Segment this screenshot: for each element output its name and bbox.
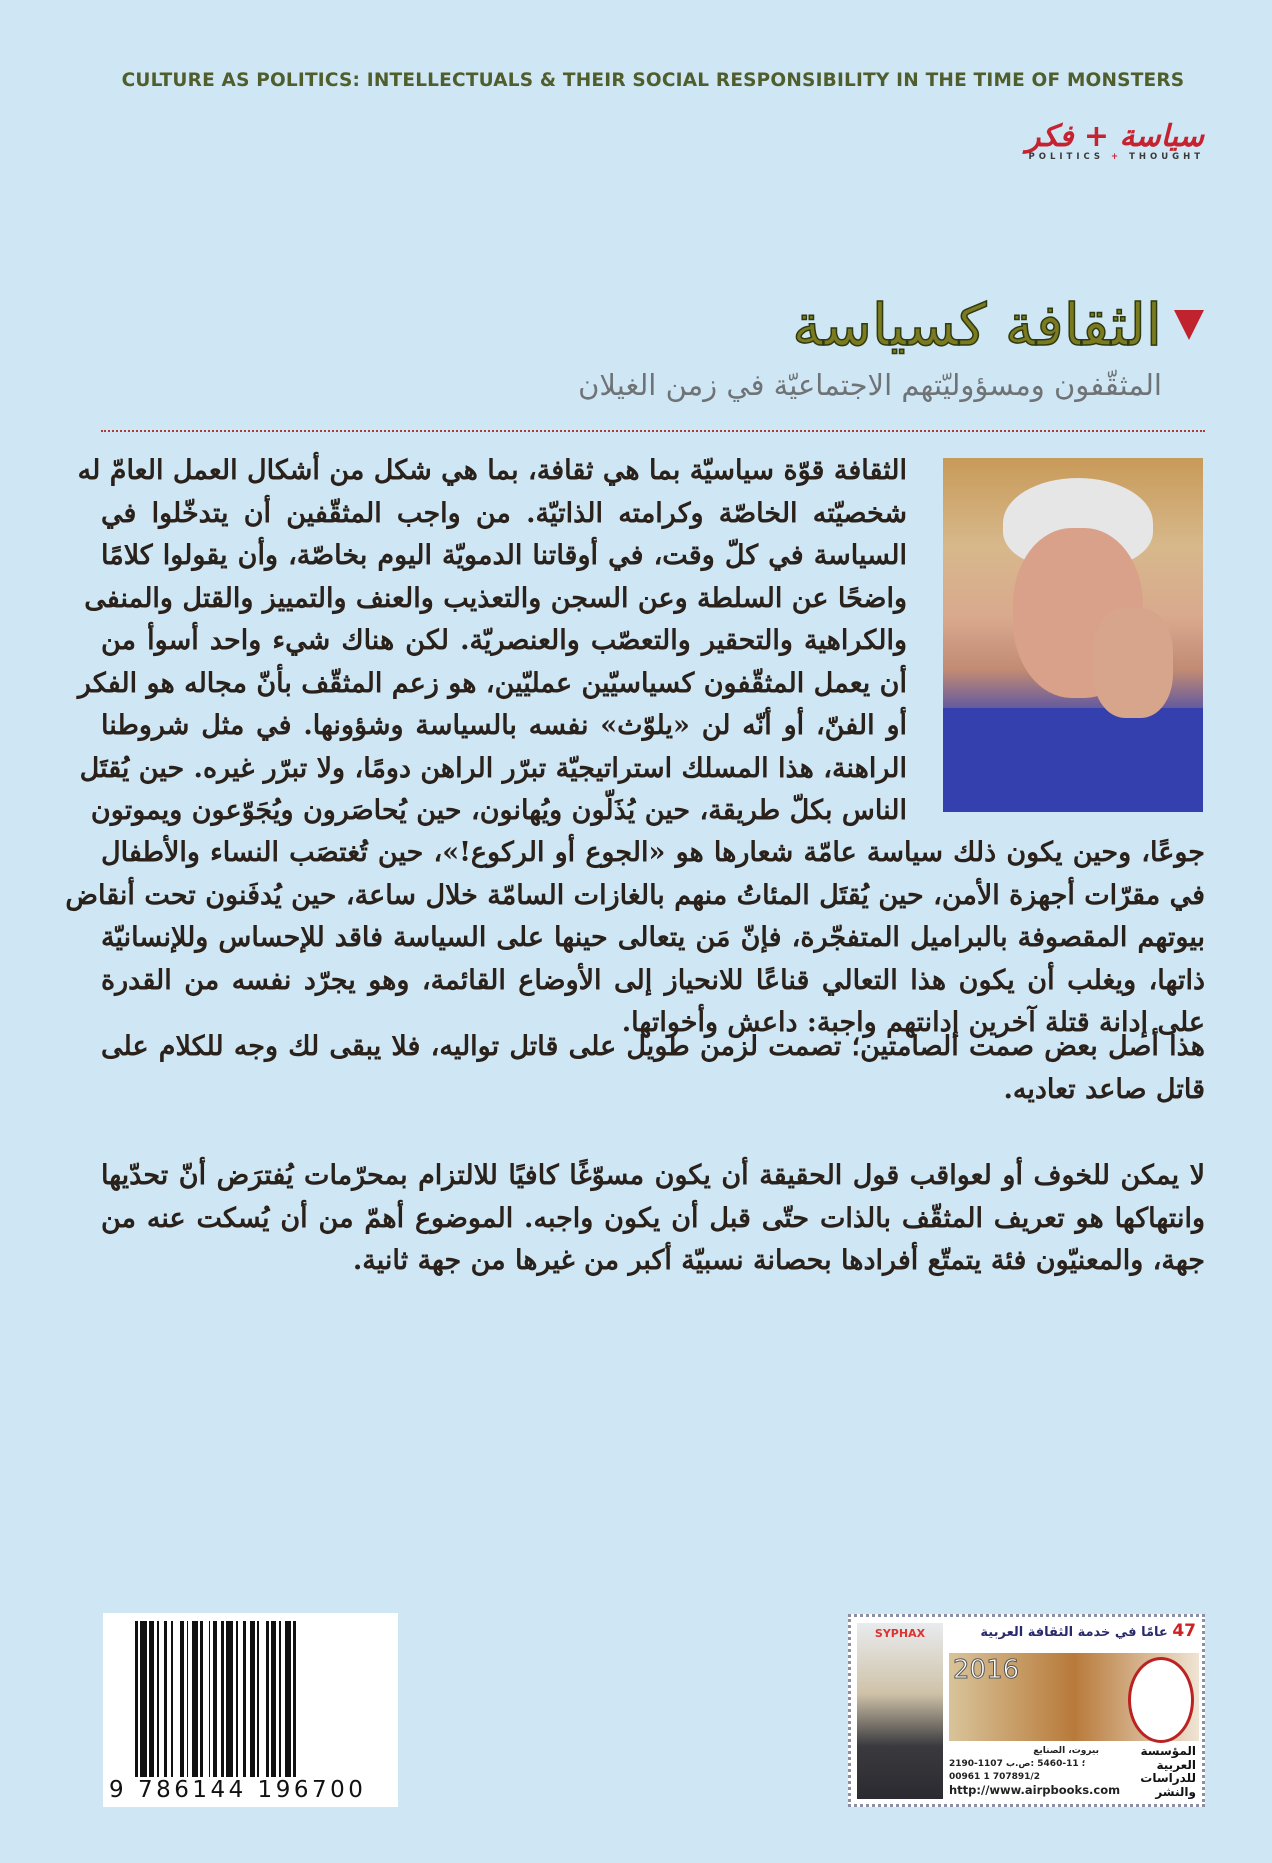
paragraph-3	[101, 1155, 1205, 1283]
logo-thought: THOUGHT	[1129, 152, 1204, 162]
stamp-contact	[949, 1745, 1120, 1797]
barcode-bar	[164, 1621, 167, 1781]
text-line: والكراهية والتحقير والتعصّب والعنصريّة. لكن هناك شيء واحد أسوأ من	[101, 625, 907, 656]
text-line: هذا أصل بعض صمت الصامتين؛ تصمت لزمن طويل على قاتل تواليه، فلا يبقى لك وجه للكلام على	[101, 1031, 1205, 1062]
barcode-bar	[135, 1621, 138, 1781]
text-line: جوعًا، وحين يكون ذلك سياسة عامّة شعارها هو «الجوع أو الركوع!»، حين تُغتصَب النساء والأطفال	[101, 837, 1205, 868]
publisher-emblem-icon	[1128, 1657, 1194, 1743]
barcode-bar	[243, 1621, 246, 1781]
series-logo	[1026, 120, 1204, 162]
stamp-side-image	[857, 1623, 943, 1799]
publisher-name	[1140, 1745, 1196, 1799]
paragraph-2	[101, 1026, 1205, 1111]
barcode-bar	[257, 1621, 259, 1781]
isbn-barcode	[103, 1613, 398, 1807]
barcode-bar	[180, 1621, 185, 1781]
barcode-bar	[250, 1621, 255, 1781]
text-line: الراهنة، هذا المسلك استراتيجيّة تبرّر الراهن دومًا، ولا تبرّر غيره. حين يُقتَل	[79, 752, 907, 784]
stamp-po-box: 2190-1107 ؛ 11-5460 :ص.ب	[949, 1759, 1086, 1769]
barcode-bar	[279, 1621, 281, 1781]
isbn-number: 9 786144 196700	[109, 1777, 367, 1803]
dotted-divider	[101, 430, 1205, 432]
text-line: الثقافة قوّة سياسيّة بما هي ثقافة، بما هي شكل من أشكال العمل العامّ له	[77, 455, 907, 486]
stamp-anniversary	[980, 1621, 1196, 1641]
text-line: واضحًا عن السلطة وعن السجن والتعذيب والعنف والتمييز والقتل والمنفى	[84, 582, 907, 614]
barcode-bar	[192, 1621, 198, 1781]
barcode-bar	[226, 1621, 232, 1781]
barcode-bar	[285, 1621, 291, 1781]
text-line: أو الفنّ، أو أنّه لن «يلوّث» نفسه بالسياسة وشؤونها. في مثل شروطنا	[101, 710, 907, 741]
publisher-name-line: للدراسات	[1140, 1771, 1196, 1785]
author-photo	[943, 458, 1203, 812]
publisher-name-line: العربية	[1156, 1757, 1196, 1772]
logo-plus: +	[1110, 152, 1123, 162]
barcode-bar	[149, 1621, 154, 1781]
publisher-name-line: والنشر	[1155, 1784, 1196, 1799]
stamp-phone: 00961 1 707891/2	[949, 1772, 1040, 1782]
text-line: على إدانة قتلة آخرين إدانتهم واجبة: داعش وأخواتها.	[621, 1007, 1205, 1038]
series-logo-arabic: سياسة + فكر	[1025, 119, 1204, 154]
barcode-bar	[140, 1621, 146, 1781]
syphax-label: SYPHAX	[874, 1627, 926, 1640]
barcode-bar	[157, 1621, 159, 1781]
text-line: ذاتها، ويغلب أن يكون هذا التعالي قناعًا للانحياز إلى الأوضاع القائمة، وهو يجرّد نفسه من القدرة	[101, 964, 1205, 996]
barcode-bar	[236, 1621, 238, 1781]
paragraph-1-bottom	[65, 832, 1205, 1045]
barcode-bar	[271, 1621, 276, 1781]
stamp-address: بيروت، الصنايع	[1033, 1746, 1099, 1756]
text-line: وانتهاكها هو تعريف المثقّف بالذات حتّى قبل أن يكون واجبه. الموضوع أهمّ من أن يُسكت عنه من	[101, 1202, 1205, 1234]
book-subtitle: المثقّفون ومسؤوليّتهم الاجتماعيّة في زمن الغيلان	[578, 368, 1162, 402]
barcode-bar	[209, 1621, 211, 1781]
series-logo-english	[1026, 152, 1204, 162]
text-line: لا يمكن للخوف أو لعواقب قول الحقيقة أن يكون مسوّغًا كافيًا للالتزام بمحرّمات يُفترَض أنّ تحدّيها	[101, 1160, 1205, 1191]
triangle-marker-icon	[1174, 310, 1204, 340]
stamp-url[interactable]: http://www.airpbooks.com	[949, 1783, 1121, 1797]
barcode-bar	[213, 1621, 218, 1781]
barcode-bar	[187, 1621, 189, 1781]
logo-politics: POLITICS	[1028, 152, 1104, 162]
text-line: شخصيّته الخاصّة وكرامته الذاتيّة. من واجب المثقّفين أن يتدخّلوا في	[101, 497, 907, 529]
barcode-bar	[266, 1621, 269, 1781]
text-line: في مقرّات أجهزة الأمن، حين يُقتَل المئاتُ منهم بالغازات السامّة خلال ساعة، حين يُدفَنون تحت أنقاض	[65, 879, 1205, 911]
anniversary-number: 47	[1172, 1621, 1196, 1641]
publisher-name-line: المؤسسة	[1140, 1744, 1196, 1758]
publisher-stamp	[848, 1614, 1205, 1807]
barcode-bar	[171, 1621, 173, 1781]
text-line: بيوتهم المقصوفة بالبراميل المتفجّرة، فإنّ مَن يتعالى حينها على السياسة فاقد للإحساس وللإنسانيّة	[101, 922, 1205, 953]
text-line: قاتل صاعد تعاديه.	[1003, 1073, 1205, 1105]
text-line: أن يعمل المثقّفون كسياسيّين عمليّين، هو زعم المثقّف بأنّ مجاله هو الفكر	[77, 667, 907, 699]
paragraph-1-top	[77, 450, 907, 833]
english-title: CULTURE AS POLITICS: INTELLECTUALS & THEIR SOCIAL RESPONSIBILITY IN THE TIME OF MONSTERS	[121, 70, 1185, 91]
text-line: جهة، والمعنيّون فئة يتمتّع أفرادها بحصانة نسبيّة أكبر من غيرها من جهة ثانية.	[352, 1245, 1205, 1276]
stamp-year: 2016	[953, 1655, 1020, 1685]
barcode-bar	[293, 1621, 296, 1781]
barcode-bar	[200, 1621, 203, 1781]
text-line: السياسة في كلّ وقت، في أوقاتنا الدمويّة اليوم بخاصّة، وأن يقولوا كلامًا	[101, 540, 907, 571]
book-title: الثقافة كسياسة	[792, 291, 1162, 359]
barcode-bars	[135, 1621, 388, 1781]
anniversary-text: عامًا في خدمة الثقافة العربية	[980, 1625, 1168, 1640]
text-line: الناس بكلّ طريقة، حين يُذَلّون ويُهانون، حين يُحاصَرون ويُجَوّعون ويموتون	[90, 795, 907, 826]
barcode-bar	[221, 1621, 224, 1781]
